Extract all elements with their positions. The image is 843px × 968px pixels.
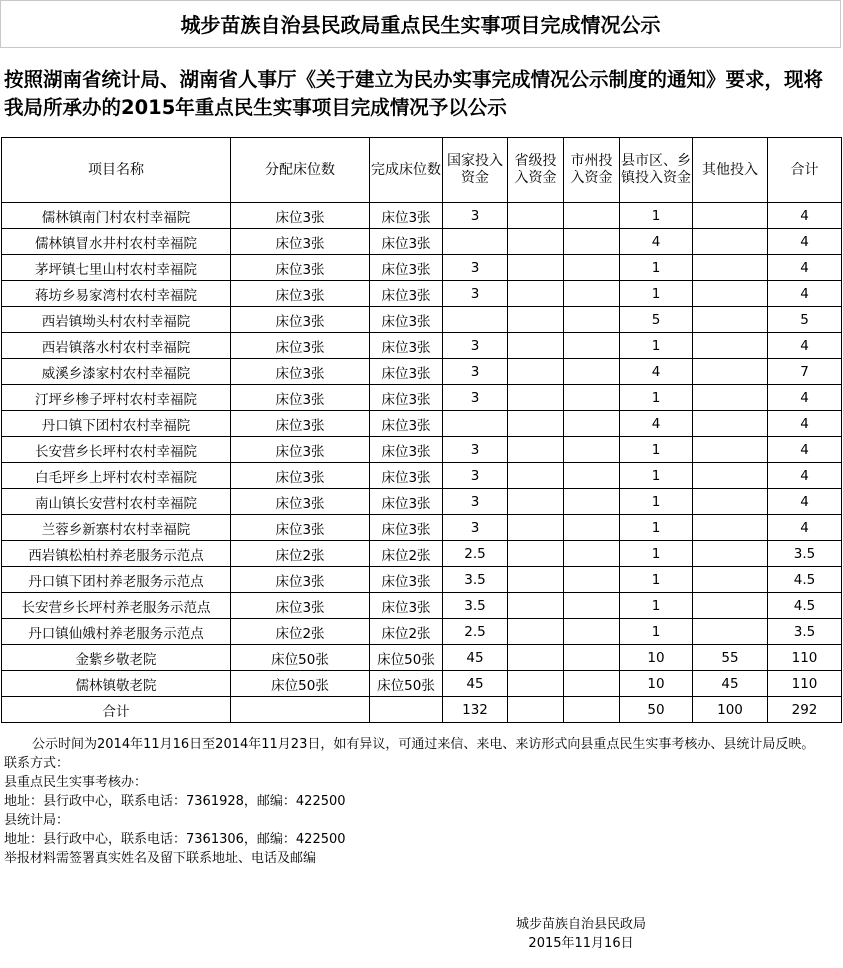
- cell-national-funds: 3: [443, 463, 508, 489]
- cell-allocated-beds: 床位3张: [231, 567, 370, 593]
- cell-city-funds: [564, 697, 620, 723]
- cell-county-funds: 50: [620, 697, 693, 723]
- cell-completed-beds: 床位3张: [370, 489, 443, 515]
- cell-other-funds: [693, 463, 768, 489]
- cell-total: 4.5: [768, 567, 842, 593]
- cell-project-name: 金紫乡敬老院: [2, 645, 231, 671]
- cell-city-funds: [564, 671, 620, 697]
- cell-completed-beds: 床位3张: [370, 593, 443, 619]
- cell-project-name: 儒林镇南门村农村幸福院: [2, 203, 231, 229]
- cell-county-funds: 10: [620, 645, 693, 671]
- cell-county-funds: 1: [620, 203, 693, 229]
- cell-county-funds: 1: [620, 333, 693, 359]
- cell-other-funds: [693, 541, 768, 567]
- cell-county-funds: 1: [620, 281, 693, 307]
- cell-city-funds: [564, 411, 620, 437]
- cell-project-name: 西岩镇松柏村养老服务示范点: [2, 541, 231, 567]
- cell-total: 4: [768, 333, 842, 359]
- cell-project-name: 长安营乡长坪村农村幸福院: [2, 437, 231, 463]
- cell-other-funds: [693, 255, 768, 281]
- cell-other-funds: [693, 333, 768, 359]
- cell-provincial-funds: [508, 229, 564, 255]
- cell-total: 4: [768, 203, 842, 229]
- cell-completed-beds: [370, 697, 443, 723]
- cell-project-name: 丹口镇下团村农村幸福院: [2, 411, 231, 437]
- cell-total: 3.5: [768, 619, 842, 645]
- cell-total: 110: [768, 645, 842, 671]
- table-row: [2, 645, 842, 671]
- table-row: [2, 463, 842, 489]
- cell-allocated-beds: 床位50张: [231, 645, 370, 671]
- cell-completed-beds: 床位3张: [370, 567, 443, 593]
- cell-city-funds: [564, 541, 620, 567]
- cell-provincial-funds: [508, 489, 564, 515]
- cell-other-funds: [693, 385, 768, 411]
- page-title: 城步苗族自治县民政局重点民生实事项目完成情况公示: [0, 0, 841, 48]
- cell-county-funds: 1: [620, 567, 693, 593]
- cell-county-funds: 1: [620, 463, 693, 489]
- office2-name: 县统计局：: [4, 813, 70, 828]
- cell-other-funds: [693, 411, 768, 437]
- cell-national-funds: 3: [443, 255, 508, 281]
- cell-project-name: 儒林镇冒水井村农村幸福院: [2, 229, 231, 255]
- cell-allocated-beds: 床位3张: [231, 203, 370, 229]
- office2-address: 地址：县行政中心，联系电话：7361306，邮编：422500: [4, 832, 346, 847]
- cell-provincial-funds: [508, 359, 564, 385]
- cell-county-funds: 4: [620, 359, 693, 385]
- cell-national-funds: 3: [443, 203, 508, 229]
- cell-other-funds: 100: [693, 697, 768, 723]
- cell-county-funds: 1: [620, 593, 693, 619]
- cell-project-name: 茅坪镇七里山村农村幸福院: [2, 255, 231, 281]
- table-row: [2, 359, 842, 385]
- cell-total: 7: [768, 359, 842, 385]
- cell-provincial-funds: [508, 255, 564, 281]
- cell-total: 110: [768, 671, 842, 697]
- cell-city-funds: [564, 567, 620, 593]
- cell-allocated-beds: 床位2张: [231, 541, 370, 567]
- cell-other-funds: [693, 281, 768, 307]
- col-header-project-name: 项目名称: [2, 138, 231, 203]
- cell-allocated-beds: 床位3张: [231, 307, 370, 333]
- cell-city-funds: [564, 359, 620, 385]
- col-header-county-funds: 县市区、乡镇投入资金: [620, 138, 693, 203]
- cell-city-funds: [564, 255, 620, 281]
- cell-completed-beds: 床位3张: [370, 359, 443, 385]
- notes-section: [4, 735, 840, 868]
- cell-provincial-funds: [508, 411, 564, 437]
- cell-allocated-beds: 床位3张: [231, 463, 370, 489]
- cell-project-name: 白毛坪乡上坪村农村幸福院: [2, 463, 231, 489]
- publicity-period-text: 公示时间为2014年11月16日至2014年11月23日，如有异议，可通过来信、来电、来访形式向县重点民生实事考核办、县统计局反映。: [32, 737, 815, 752]
- cell-city-funds: [564, 281, 620, 307]
- cell-national-funds: 3.5: [443, 593, 508, 619]
- cell-other-funds: 45: [693, 671, 768, 697]
- cell-city-funds: [564, 515, 620, 541]
- cell-total: 4: [768, 385, 842, 411]
- cell-national-funds: 3: [443, 359, 508, 385]
- cell-completed-beds: 床位3张: [370, 411, 443, 437]
- cell-provincial-funds: [508, 671, 564, 697]
- office1-address: 地址：县行政中心，联系电话：7361928，邮编：422500: [4, 794, 346, 809]
- table-row: [2, 489, 842, 515]
- table-row: [2, 411, 842, 437]
- table-row: [2, 333, 842, 359]
- cell-other-funds: [693, 593, 768, 619]
- cell-city-funds: [564, 385, 620, 411]
- cell-project-name: 汀坪乡椮子坪村农村幸福院: [2, 385, 231, 411]
- cell-city-funds: [564, 203, 620, 229]
- cell-completed-beds: 床位50张: [370, 671, 443, 697]
- cell-city-funds: [564, 619, 620, 645]
- cell-allocated-beds: 床位3张: [231, 411, 370, 437]
- cell-total: 4: [768, 463, 842, 489]
- table-row: [2, 307, 842, 333]
- cell-completed-beds: 床位2张: [370, 619, 443, 645]
- project-table: [1, 137, 842, 723]
- cell-completed-beds: 床位3张: [370, 437, 443, 463]
- cell-allocated-beds: 床位3张: [231, 437, 370, 463]
- cell-total: 4: [768, 281, 842, 307]
- cell-total: 4: [768, 411, 842, 437]
- cell-project-name: 合计: [2, 697, 231, 723]
- table-row: [2, 541, 842, 567]
- cell-completed-beds: 床位3张: [370, 463, 443, 489]
- cell-city-funds: [564, 463, 620, 489]
- footer-date: 2015年11月16日: [528, 936, 634, 951]
- cell-completed-beds: 床位3张: [370, 229, 443, 255]
- cell-national-funds: 45: [443, 671, 508, 697]
- cell-project-name: 威溪乡漆家村农村幸福院: [2, 359, 231, 385]
- cell-allocated-beds: 床位3张: [231, 489, 370, 515]
- cell-total: 4: [768, 229, 842, 255]
- table-row: [2, 229, 842, 255]
- cell-completed-beds: 床位2张: [370, 541, 443, 567]
- cell-city-funds: [564, 307, 620, 333]
- cell-city-funds: [564, 489, 620, 515]
- table-total-row: [2, 697, 842, 723]
- cell-county-funds: 4: [620, 411, 693, 437]
- cell-national-funds: 2.5: [443, 619, 508, 645]
- cell-national-funds: 132: [443, 697, 508, 723]
- cell-provincial-funds: [508, 333, 564, 359]
- cell-completed-beds: 床位3张: [370, 255, 443, 281]
- table-row: [2, 385, 842, 411]
- cell-project-name: 长安营乡长坪村养老服务示范点: [2, 593, 231, 619]
- table-row: [2, 593, 842, 619]
- table-row: [2, 203, 842, 229]
- cell-other-funds: [693, 515, 768, 541]
- cell-other-funds: [693, 437, 768, 463]
- cell-city-funds: [564, 645, 620, 671]
- contact-label: 联系方式：: [4, 756, 70, 771]
- cell-provincial-funds: [508, 385, 564, 411]
- col-header-allocated-beds: 分配床位数: [231, 138, 370, 203]
- cell-allocated-beds: 床位3张: [231, 229, 370, 255]
- cell-project-name: 西岩镇落水村农村幸福院: [2, 333, 231, 359]
- cell-total: 4: [768, 515, 842, 541]
- cell-county-funds: 1: [620, 437, 693, 463]
- cell-city-funds: [564, 229, 620, 255]
- cell-other-funds: [693, 229, 768, 255]
- table-row: [2, 619, 842, 645]
- cell-completed-beds: 床位3张: [370, 385, 443, 411]
- cell-provincial-funds: [508, 281, 564, 307]
- cell-other-funds: 55: [693, 645, 768, 671]
- cell-provincial-funds: [508, 515, 564, 541]
- office1-name: 县重点民生实事考核办：: [4, 775, 148, 790]
- cell-county-funds: 1: [620, 255, 693, 281]
- table-row: [2, 437, 842, 463]
- cell-county-funds: 1: [620, 489, 693, 515]
- cell-national-funds: 3: [443, 333, 508, 359]
- cell-provincial-funds: [508, 697, 564, 723]
- cell-allocated-beds: 床位3张: [231, 385, 370, 411]
- cell-national-funds: 3: [443, 437, 508, 463]
- cell-national-funds: [443, 229, 508, 255]
- col-header-other-funds: 其他投入: [693, 138, 768, 203]
- cell-national-funds: 3: [443, 385, 508, 411]
- cell-completed-beds: 床位3张: [370, 203, 443, 229]
- table-header-row: [2, 138, 842, 203]
- cell-allocated-beds: 床位3张: [231, 255, 370, 281]
- table-row: [2, 255, 842, 281]
- cell-other-funds: [693, 619, 768, 645]
- cell-allocated-beds: 床位50张: [231, 671, 370, 697]
- intro-text: 按照湖南省统计局、湖南省人事厅《关于建立为民办实事完成情况公示制度的通知》要求，现将我局所承办的2015年重点民生实事项目完成情况予以公示: [4, 68, 824, 119]
- cell-project-name: 丹口镇仙娥村养老服务示范点: [2, 619, 231, 645]
- cell-county-funds: 1: [620, 515, 693, 541]
- cell-other-funds: [693, 489, 768, 515]
- cell-national-funds: 2.5: [443, 541, 508, 567]
- cell-project-name: 兰蓉乡新寨村农村幸福院: [2, 515, 231, 541]
- cell-provincial-funds: [508, 307, 564, 333]
- col-header-provincial-funds: 省级投入资金: [508, 138, 564, 203]
- cell-total: 4.5: [768, 593, 842, 619]
- cell-county-funds: 5: [620, 307, 693, 333]
- cell-other-funds: [693, 307, 768, 333]
- cell-project-name: 儒林镇敬老院: [2, 671, 231, 697]
- cell-allocated-beds: 床位3张: [231, 359, 370, 385]
- cell-county-funds: 10: [620, 671, 693, 697]
- cell-city-funds: [564, 333, 620, 359]
- cell-completed-beds: 床位50张: [370, 645, 443, 671]
- cell-county-funds: 1: [620, 541, 693, 567]
- cell-allocated-beds: 床位3张: [231, 515, 370, 541]
- cell-total: 292: [768, 697, 842, 723]
- cell-national-funds: [443, 307, 508, 333]
- cell-total: 4: [768, 489, 842, 515]
- cell-national-funds: [443, 411, 508, 437]
- report-note: 举报材料需签署真实姓名及留下联系地址、电话及邮编: [4, 851, 317, 866]
- cell-other-funds: [693, 359, 768, 385]
- cell-completed-beds: 床位3张: [370, 333, 443, 359]
- cell-national-funds: 3: [443, 281, 508, 307]
- cell-national-funds: 3.5: [443, 567, 508, 593]
- cell-total: 4: [768, 255, 842, 281]
- cell-national-funds: 3: [443, 489, 508, 515]
- table-row: [2, 515, 842, 541]
- cell-project-name: 南山镇长安营村农村幸福院: [2, 489, 231, 515]
- cell-national-funds: 45: [443, 645, 508, 671]
- cell-provincial-funds: [508, 593, 564, 619]
- table-row: [2, 671, 842, 697]
- cell-allocated-beds: 床位3张: [231, 593, 370, 619]
- footer-org: 城步苗族自治县民政局: [516, 917, 647, 932]
- cell-provincial-funds: [508, 203, 564, 229]
- col-header-national-funds: 国家投入资金: [443, 138, 508, 203]
- cell-national-funds: 3: [443, 515, 508, 541]
- cell-allocated-beds: 床位3张: [231, 281, 370, 307]
- cell-provincial-funds: [508, 645, 564, 671]
- cell-provincial-funds: [508, 437, 564, 463]
- cell-project-name: 蒋坊乡易家湾村农村幸福院: [2, 281, 231, 307]
- cell-city-funds: [564, 437, 620, 463]
- cell-total: 5: [768, 307, 842, 333]
- cell-total: 4: [768, 437, 842, 463]
- cell-project-name: 丹口镇下团村养老服务示范点: [2, 567, 231, 593]
- cell-allocated-beds: [231, 697, 370, 723]
- cell-provincial-funds: [508, 567, 564, 593]
- col-header-total: 合计: [768, 138, 842, 203]
- cell-other-funds: [693, 567, 768, 593]
- table-row: [2, 281, 842, 307]
- cell-provincial-funds: [508, 463, 564, 489]
- cell-completed-beds: 床位3张: [370, 307, 443, 333]
- cell-county-funds: 1: [620, 619, 693, 645]
- footer-signature: [516, 915, 646, 953]
- cell-project-name: 西岩镇坳头村农村幸福院: [2, 307, 231, 333]
- cell-county-funds: 4: [620, 229, 693, 255]
- cell-allocated-beds: 床位2张: [231, 619, 370, 645]
- col-header-city-funds: 市州投入资金: [564, 138, 620, 203]
- cell-completed-beds: 床位3张: [370, 281, 443, 307]
- cell-allocated-beds: 床位3张: [231, 333, 370, 359]
- table-row: [2, 567, 842, 593]
- cell-city-funds: [564, 593, 620, 619]
- cell-other-funds: [693, 203, 768, 229]
- cell-provincial-funds: [508, 541, 564, 567]
- cell-total: 3.5: [768, 541, 842, 567]
- cell-provincial-funds: [508, 619, 564, 645]
- cell-county-funds: 1: [620, 385, 693, 411]
- cell-completed-beds: 床位3张: [370, 515, 443, 541]
- col-header-completed-beds: 完成床位数: [370, 138, 443, 203]
